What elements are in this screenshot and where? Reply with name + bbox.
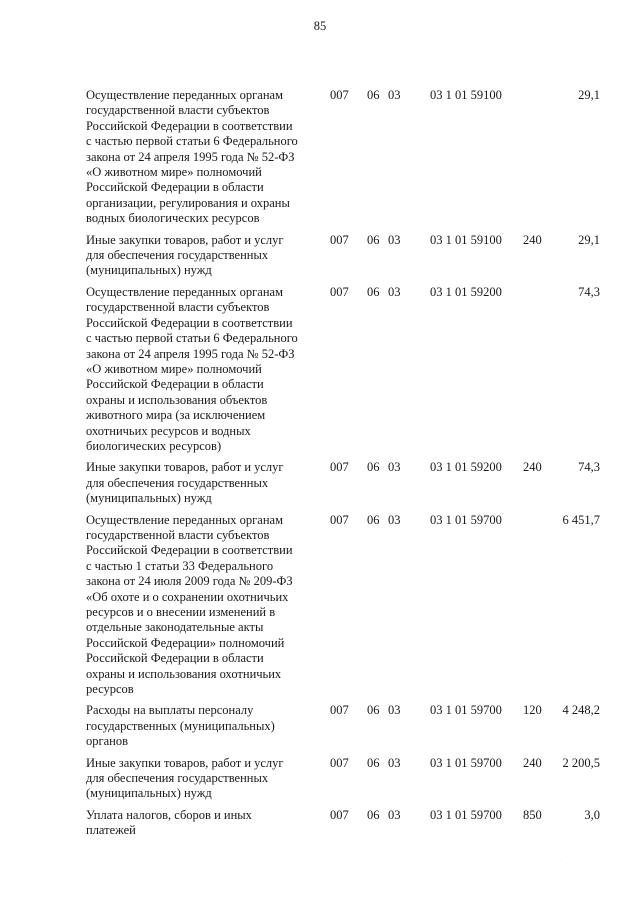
table-row [86, 460, 600, 506]
scan-specks: · · · [560, 858, 596, 863]
expense-type-code: 240 [523, 755, 542, 770]
row-description [86, 513, 324, 698]
amount: 29,1 [578, 232, 600, 247]
description-line: «Об охоте и о сохранении охотничьих [86, 589, 289, 604]
description-line: Российской Федерации в области [86, 651, 264, 666]
page-number: 85 [313, 19, 327, 33]
description-line: Осуществление переданных органам [86, 88, 283, 102]
description-line: организации, регулирования и охраны [86, 195, 290, 210]
description-line: Российской Федерации в соответствии [86, 315, 293, 330]
amount: 3,0 [584, 807, 600, 822]
table-row [86, 88, 600, 227]
description-line: закона от 24 апреля 1995 года № 52-ФЗ [86, 346, 295, 361]
section-code: 06 [367, 232, 380, 247]
scan-specks: · [6, 372, 14, 377]
target-article-code: 03 1 01 59200 [430, 460, 502, 475]
expense-type-code: 850 [523, 807, 542, 822]
target-article-code: 03 1 01 59100 [430, 232, 502, 247]
subsection-code: 03 [388, 512, 401, 527]
row-description [86, 88, 324, 227]
budget-table [86, 88, 600, 845]
subsection-code: 03 [388, 88, 401, 102]
ministry-code: 007 [330, 284, 349, 299]
description-line: государственной власти субъектов [86, 300, 270, 315]
ministry-code: 007 [330, 703, 349, 718]
scan-specks: · · · · · [512, 824, 577, 829]
description-line: с частью 1 статьи 33 Федерального [86, 558, 274, 573]
amount: 74,3 [578, 460, 600, 475]
description-line: (муниципальных) нужд [86, 263, 212, 278]
ministry-code: 007 [330, 460, 349, 475]
target-article-code: 03 1 01 59700 [430, 807, 502, 822]
target-article-code: 03 1 01 59700 [430, 512, 502, 527]
description-line: Российской Федерации в соответствии [86, 118, 293, 133]
description-line: ресурсов [86, 682, 134, 697]
subsection-code: 03 [388, 755, 401, 770]
description-line: для обеспечения государственных [86, 475, 269, 490]
description-line: платежей [86, 823, 136, 838]
row-description [86, 756, 324, 802]
description-line: государственной власти субъектов [86, 103, 270, 118]
row-description [86, 703, 324, 749]
description-line: органов [86, 734, 129, 749]
description-line: отдельные законодательные акты [86, 620, 264, 635]
table-row [86, 703, 600, 749]
description-line: Иные закупки товаров, работ и услуг [86, 755, 284, 770]
target-article-code: 03 1 01 59700 [430, 703, 502, 718]
expense-type-code: 240 [523, 460, 542, 475]
amount: 4 248,2 [562, 703, 600, 718]
section-code: 06 [367, 755, 380, 770]
subsection-code: 03 [388, 703, 401, 718]
description-line: ресурсов и о внесении изменений в [86, 605, 276, 619]
table-row [86, 756, 600, 802]
description-line: животного мира (за исключением [86, 408, 266, 423]
subsection-code: 03 [388, 460, 401, 475]
description-line: Российской Федерации в соответствии [86, 543, 293, 558]
ministry-code: 007 [330, 807, 349, 822]
description-line: для обеспечения государственных [86, 771, 269, 786]
amount: 29,1 [578, 88, 600, 102]
description-line: закона от 24 июля 2009 года № 209-ФЗ [86, 574, 293, 589]
description-line: Уплата налогов, сборов и иных [86, 807, 252, 822]
amount: 6 451,7 [562, 512, 600, 527]
row-description [86, 285, 324, 454]
expense-type-code: 240 [523, 232, 542, 247]
description-line: охотничьих ресурсов и водных [86, 423, 251, 438]
table-row [86, 233, 600, 279]
description-line: Российской Федерации» полномочий [86, 635, 285, 650]
scan-specks: · · · · [505, 856, 556, 861]
target-article-code: 03 1 01 59700 [430, 755, 502, 770]
description-line: Расходы на выплаты персоналу [86, 703, 254, 718]
amount: 74,3 [578, 284, 600, 299]
description-line: (муниципальных) нужд [86, 491, 212, 506]
section-code: 06 [367, 703, 380, 718]
section-code: 06 [367, 460, 380, 475]
description-line: охраны и использования объектов [86, 392, 268, 407]
description-line: Иные закупки товаров, работ и услуг [86, 460, 284, 475]
subsection-code: 03 [388, 284, 401, 299]
row-description [86, 460, 324, 506]
description-line: «О животном мире» полномочий [86, 165, 262, 180]
row-description [86, 233, 324, 279]
description-line: государственной власти субъектов [86, 527, 270, 542]
description-line: Осуществление переданных органам [86, 284, 283, 299]
amount: 2 200,5 [562, 755, 600, 770]
table-row [86, 285, 600, 454]
description-line: «О животном мире» полномочий [86, 361, 262, 376]
description-line: Иные закупки товаров, работ и услуг [86, 232, 284, 247]
subsection-code: 03 [388, 807, 401, 822]
description-line: Осуществление переданных органам [86, 512, 283, 527]
description-line: закона от 24 апреля 1995 года № 52-ФЗ [86, 149, 295, 164]
ministry-code: 007 [330, 512, 349, 527]
subsection-code: 03 [388, 232, 401, 247]
description-line: Российской Федерации в области [86, 180, 264, 195]
ministry-code: 007 [330, 232, 349, 247]
description-line: с частью первой статьи 6 Федерального [86, 134, 298, 149]
section-code: 06 [367, 807, 380, 822]
ministry-code: 007 [330, 88, 349, 102]
row-description [86, 808, 324, 839]
section-code: 06 [367, 284, 380, 299]
table-row [86, 513, 600, 698]
target-article-code: 03 1 01 59100 [430, 88, 502, 102]
description-line: с частью первой статьи 6 Федерального [86, 331, 298, 346]
description-line: биологических ресурсов) [86, 438, 222, 453]
target-article-code: 03 1 01 59200 [430, 284, 502, 299]
description-line: (муниципальных) нужд [86, 786, 212, 801]
description-line: Российской Федерации в области [86, 377, 264, 392]
description-line: государственных (муниципальных) [86, 718, 275, 733]
ministry-code: 007 [330, 755, 349, 770]
description-line: водных биологических ресурсов [86, 211, 260, 226]
section-code: 06 [367, 88, 380, 102]
description-line: для обеспечения государственных [86, 248, 269, 263]
section-code: 06 [367, 512, 380, 527]
description-line: охраны и использования охотничьих [86, 666, 282, 681]
expense-type-code: 120 [523, 703, 542, 718]
